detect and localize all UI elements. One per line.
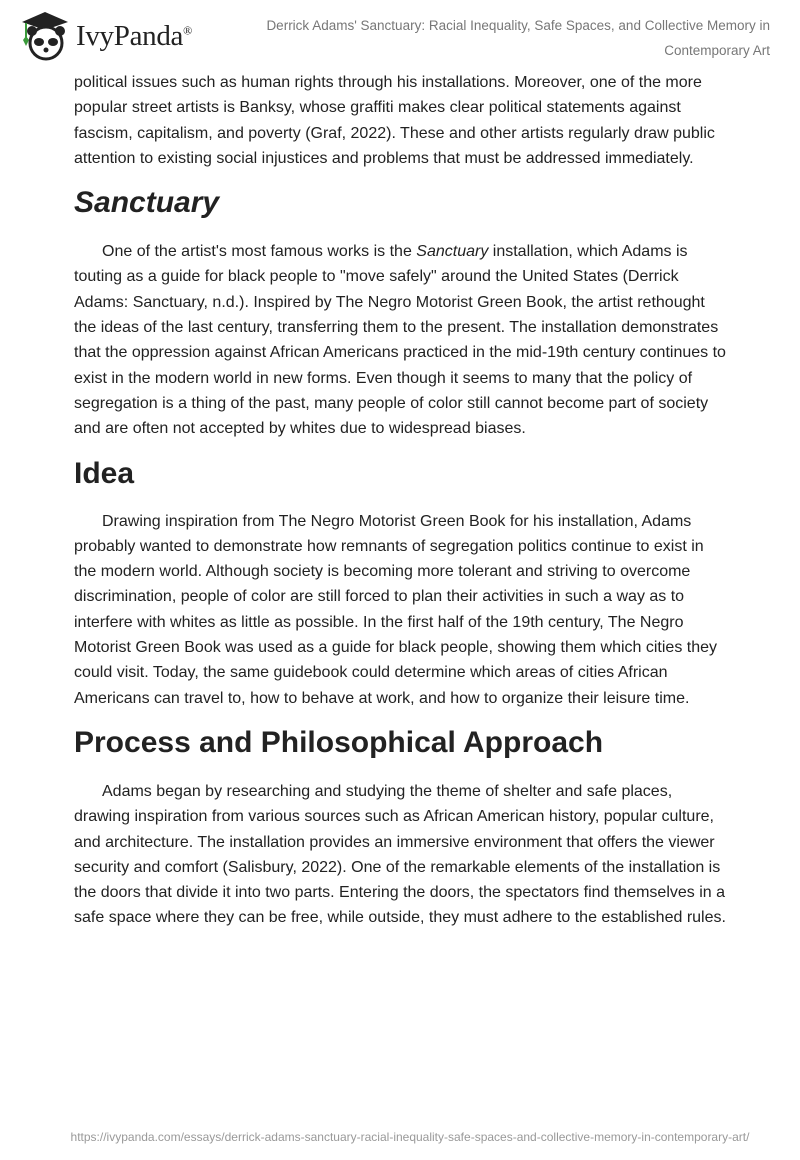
page-header: [0, 0, 800, 70]
heading-process: Process and Philosophical Approach: [74, 725, 604, 759]
heading-idea: Idea: [74, 456, 135, 490]
heading-sanctuary: Sanctuary: [74, 186, 220, 220]
document-title: Derrick Adams' Sanctuary: Racial Inequality, Safe Spaces, and Collective Memory in Contemporary Art: [266, 18, 770, 58]
logo-text: IvyPanda®: [76, 19, 192, 52]
paragraph: political issues such as human rights through his installations. Moreover, one of the more popular street artists is Banksy, whose graffiti makes clear political statements against fascism, capitalism, and poverty (Graf, 2022). These and other artists regularly draw public attention to existing social injustices and problems that must be addressed immediately.: [74, 74, 715, 167]
artwork-title: Sanctuary: [416, 243, 489, 261]
article-body: [74, 70, 728, 931]
panda-graduate-icon: [20, 10, 70, 62]
ivypanda-logo[interactable]: [20, 10, 192, 62]
paragraph: Drawing inspiration from The Negro Motorist Green Book for his installation, Adams probably wanted to demonstrate how remnants of segregation politics continue to exist in the modern world. Although society is becoming more tolerant and striving to overcome discrimination, people of color are still forced to plan their activities in such a way as to interfere with whites as little as possible. In the first half of the 19th century, The Negro Motorist Green Book was used as a guide for black people, showing them which cities they could visit. Today, the same guidebook could determine which areas of cities African Americans can travel to, how to behave at work, and how to organize their leisure time.: [74, 512, 717, 707]
source-url[interactable]: https://ivypanda.com/essays/derrick-adams-sanctuary-racial-inequality-safe-spaces-and-collective-memory-in-contemporary-art/: [70, 1130, 750, 1144]
paragraph: One of the artist's most famous works is the Sanctuary installation, which Adams is touting as a guide for black people to "move safely" around the United States (Derrick Adams: Sanctuary, n.d.). Inspired by The Negro Motorist Green Book, the artist rethought the ideas of the last century, transferring them to the present. The installation demonstrates that the oppression against African Americans practiced in the mid-19th century continues to exist in the modern world in new forms. Even though it seems to many that the policy of segregation is a thing of the past, many people of color still cannot become part of society and are often not accepted by whites due to widespread biases.: [74, 243, 726, 438]
paragraph: Adams began by researching and studying the theme of shelter and safe places, drawing inspiration from various sources such as African American history, popular culture, and architecture. The installation provides an immersive environment that offers the viewer security and comfort (Salisbury, 2022). One of the remarkable elements of the installation is the doors that divide it into two parts. Entering the doors, the spectators find themselves in a safe space where they can be free, while outside, they must adhere to the established rules.: [74, 782, 726, 927]
